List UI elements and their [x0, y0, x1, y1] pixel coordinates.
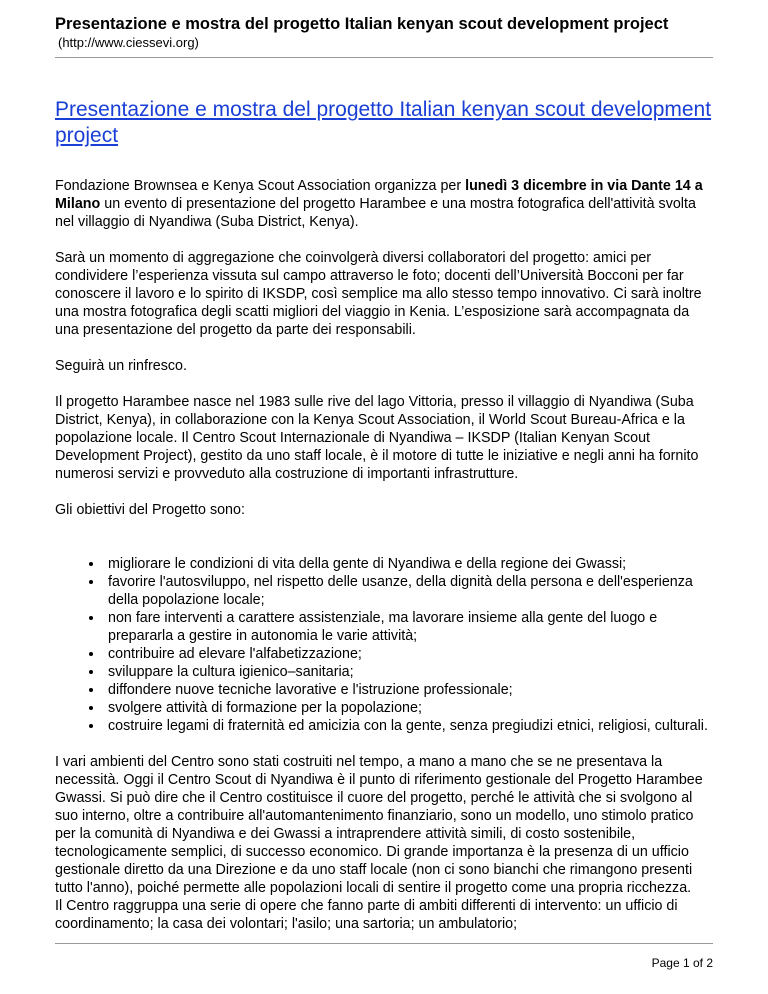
- list-item: • svolgere attività di formazione per la popolazione;: [104, 699, 715, 717]
- list-item: • non fare interventi a carattere assistenziale, ma lavorare insieme alla gente del luogo e prepararla a gestire in autonomia le varie attività;: [104, 609, 715, 645]
- article-content: [55, 97, 715, 933]
- centre-description-paragraph: I vari ambienti del Centro sono stati costruiti nel tempo, a mano a mano che se ne presentava la necessità. Oggi il Centro Scout di Nyandiwa è il punto di riferimento gestionale del Progetto Harambee Gwassi. Si può dire che il Centro costituisce il cuore del progetto, perché le attività che si svolgono al suo interno, oltre a contribuire all'automantenimento finanziario, sono un modello, uno stimolo pratico per la comunità di Nyandiwa e dei Gwassi a intraprendere attività simili, di costo sostenibile, tecnologicamente semplici, di successo economico. Di grande importanza è la presenza di un ufficio gestionale diretto da una Direzione e da uno staff locale (non ci sono bianchi che rimangono presenti tutto l'anno), poiché permette alle popolazioni locali di sentire il progetto come una propria ricchezza.: [55, 754, 703, 896]
- header-divider: [55, 57, 713, 58]
- list-item: • favorire l'autosviluppo, nel rispetto delle usanze, della dignità della persona e dell'esperienza della popolazione locale;: [104, 573, 715, 609]
- list-item: • contribuire ad elevare l'alfabetizzazione;: [104, 645, 715, 663]
- intro-event-date-location: lunedì 3 dicembre in via Dante 14 a Milano: [55, 178, 703, 212]
- intro-text-before: Fondazione Brownsea e Kenya Scout Association organizza per: [55, 178, 466, 194]
- page-header: [55, 14, 713, 51]
- list-item: • costruire legami di fraternità ed amicizia con la gente, senza pregiudizi etnici, religiosi, culturali.: [104, 717, 715, 735]
- list-item: • diffondere nuove tecniche lavorative e l'istruzione professionale;: [104, 681, 715, 699]
- header-url: (http://www.ciessevi.org): [58, 35, 199, 50]
- intro-paragraph: [55, 177, 715, 231]
- objectives-list: [55, 555, 715, 735]
- header-title: Presentazione e mostra del progetto Italian kenyan scout development project: [55, 15, 669, 33]
- footer-divider: [55, 943, 713, 944]
- centre-works-paragraph: Il Centro raggruppa una serie di opere che fanno parte di ambiti differenti di intervento: un ufficio di coordinamento; la casa dei volontari; l'asilo; una sartoria; un ambulatorio;: [55, 898, 678, 932]
- event-description-paragraph: Sarà un momento di aggregazione che coinvolgerà diversi collaboratori del progetto: amici per condividere l’esperienza vissuta sul campo attraverso le foto; docenti dell’Università Bocconi per far conoscere il lavoro e lo spirito di IKSDP, così semplice ma allo stesso tempo innovativo. Ci sarà inoltre una mostra fotografica degli scatti migliori del viaggio in Kenia. L’esposizione sarà accompagnata da una presentazione del progetto da parte dei responsabili.: [55, 250, 702, 338]
- intro-text-after: un evento di presentazione del progetto Harambee e una mostra fotografica dell'attività svolta nel villaggio di Nyandiwa (Suba District, Kenya).: [55, 196, 696, 230]
- article-title-link[interactable]: Presentazione e mostra del progetto Italian kenyan scout development project: [55, 98, 712, 147]
- refreshment-paragraph: Seguirà un rinfresco.: [55, 358, 187, 374]
- page-number: Page 1 of 2: [651, 956, 713, 970]
- list-item: • migliorare le condizioni di vita della gente di Nyandiwa e della regione dei Gwassi;: [104, 555, 715, 573]
- list-item: • sviluppare la cultura igienico–sanitaria;: [104, 663, 715, 681]
- project-history-paragraph: Il progetto Harambee nasce nel 1983 sulle rive del lago Vittoria, presso il villaggio di Nyandiwa (Suba District, Kenya), in collaborazione con la Kenya Scout Association, il World Scout Bureau-Africa e la popolazione locale. Il Centro Scout Internazionale di Nyandiwa – IKSDP (Italian Kenyan Scout Development Project), gestito da uno staff locale, è il motore di tutte le iniziative e negli anni ha fornito numerosi servizi e provveduto alla costruzione di importanti infrastrutture.: [55, 394, 699, 482]
- objectives-intro: Gli obiettivi del Progetto sono:: [55, 502, 245, 518]
